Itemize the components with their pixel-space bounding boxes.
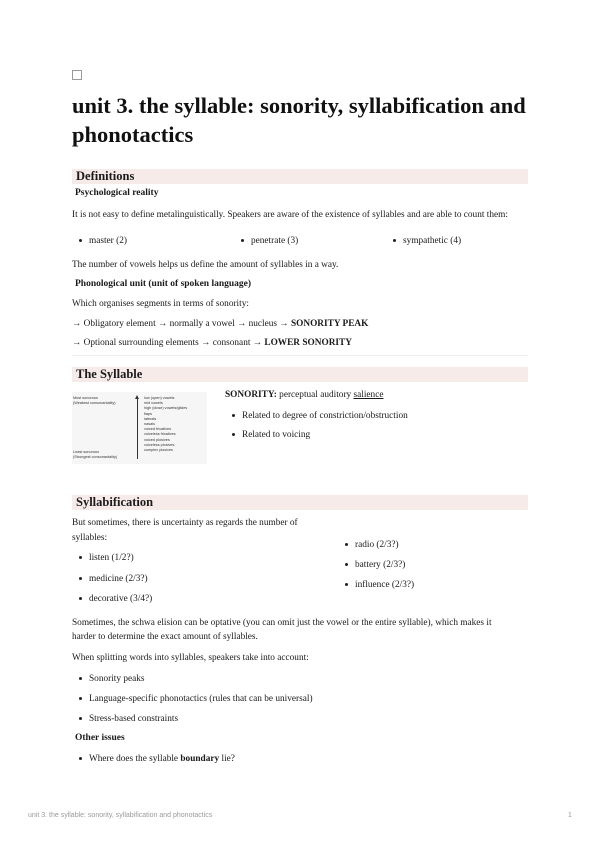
- page-title: unit 3. the syllable: sonority, syllabification and phonotactics: [72, 93, 526, 147]
- subheading-psychological-reality: Psychological reality: [75, 188, 159, 198]
- bullet-icon: [232, 433, 235, 436]
- subheading-phonological-unit: Phonological unit (unit of spoken language): [75, 279, 252, 289]
- section-title: Syllabification: [76, 495, 154, 509]
- broken-image-icon: [72, 70, 82, 80]
- list-item: Sonority peaks: [89, 674, 145, 684]
- section-title: Definitions: [76, 169, 135, 183]
- lower-sonority-line: → Optional surrounding elements → consonant → LOWER SONORITY: [72, 338, 352, 348]
- paragraph: Which organises segments in terms of sonority:: [72, 299, 249, 309]
- list-item: medicine (2/3?): [89, 574, 148, 584]
- bullet-icon: [79, 577, 82, 580]
- list-item: master (2): [89, 236, 127, 246]
- paragraph: When splitting words into syllables, speakers take into account:: [72, 653, 309, 663]
- list-item: Where does the syllable boundary lie?: [89, 754, 235, 764]
- divider: [72, 355, 528, 356]
- paragraph: harder to determine the exact amount of syllables.: [72, 632, 258, 642]
- scale-item: laterals: [144, 416, 157, 421]
- arrow-up-icon: [135, 395, 139, 399]
- boundary-term: boundary: [180, 754, 220, 764]
- scale-item: high (close) vowels/glides: [144, 406, 188, 411]
- salience-term: salience: [353, 390, 384, 400]
- bullet-icon: [79, 239, 82, 242]
- list-item: battery (2/3?): [355, 560, 406, 570]
- bullet-icon: [79, 677, 82, 680]
- paragraph: syllables:: [72, 533, 108, 543]
- section-title: The Syllable: [76, 367, 143, 381]
- list-item: Language-specific phonotactics (rules that can be universal): [89, 694, 313, 704]
- scale-item: low (open) vowels: [144, 396, 175, 400]
- scale-item: flaps: [144, 411, 153, 416]
- scale-item: voiced fricatives: [144, 427, 172, 432]
- section-header-definitions: [72, 169, 528, 184]
- bullet-icon: [393, 239, 396, 242]
- bullet-icon: [345, 563, 348, 566]
- bullet-icon: [232, 414, 235, 417]
- paragraph: Sometimes, the schwa elision can be optative (you can omit just the vowel or the entire syllable), which makes it: [72, 618, 492, 628]
- scale-item: nasals: [144, 422, 155, 427]
- bullet-icon: [79, 757, 82, 760]
- list-item: Related to voicing: [242, 430, 311, 440]
- subheading-other-issues: Other issues: [75, 733, 125, 743]
- sonority-definition: SONORITY: perceptual auditory salience: [225, 390, 384, 400]
- scale-item: complex plosives: [144, 448, 173, 453]
- list-item: penetrate (3): [251, 236, 299, 246]
- sonority-peak-label: SONORITY PEAK: [290, 319, 369, 329]
- scale-item: voiceless plosives: [144, 442, 175, 447]
- scale-item: mid vowels: [144, 401, 163, 406]
- paragraph: The number of vowels helps us define the amount of syllables in a way.: [72, 260, 339, 270]
- list-item: sympathetic (4): [403, 236, 462, 246]
- page-number: 1: [568, 812, 572, 819]
- list-item: Related to degree of constriction/obstruction: [242, 411, 408, 421]
- list-item: radio (2/3?): [355, 540, 399, 550]
- scale-item: voiceless fricatives: [144, 432, 176, 437]
- sonority-peak-line: → Obligatory element → normally a vowel → nucleus → SONORITY PEAK: [72, 319, 369, 329]
- bullet-icon: [241, 239, 244, 242]
- bullet-icon: [345, 543, 348, 546]
- bullet-icon: [79, 717, 82, 720]
- lower-sonority-label: LOWER SONORITY: [264, 338, 352, 348]
- scale-label-top: Most sonorous (Weakest consonantality): [73, 396, 116, 406]
- scale-items: [144, 396, 187, 453]
- bullet-icon: [345, 583, 348, 586]
- scale-item: voiced plosives: [144, 437, 170, 442]
- scale-arrow-line: [137, 397, 138, 459]
- paragraph: But sometimes, there is uncertainty as regards the number of: [72, 518, 298, 528]
- list-item: listen (1/2?): [89, 553, 134, 563]
- list-item: decorative (3/4?): [89, 594, 153, 604]
- bullet-icon: [79, 697, 82, 700]
- bullet-icon: [79, 597, 82, 600]
- section-header-syllabification: [72, 495, 528, 510]
- sonority-scale-image: [72, 392, 207, 464]
- scale-label-bottom: Least sonorous (Strongest consonantality): [73, 450, 118, 460]
- section-header-the-syllable: [72, 367, 528, 382]
- list-item: Stress-based constraints: [89, 714, 179, 724]
- footer-title: unit 3. the syllable: sonority, syllabification and phonotactics: [28, 812, 213, 819]
- list-item: influence (2/3?): [355, 580, 415, 590]
- bullet-icon: [79, 556, 82, 559]
- paragraph: It is not easy to define metalinguistically. Speakers are aware of the existence of syllables and are able to count them:: [72, 210, 508, 220]
